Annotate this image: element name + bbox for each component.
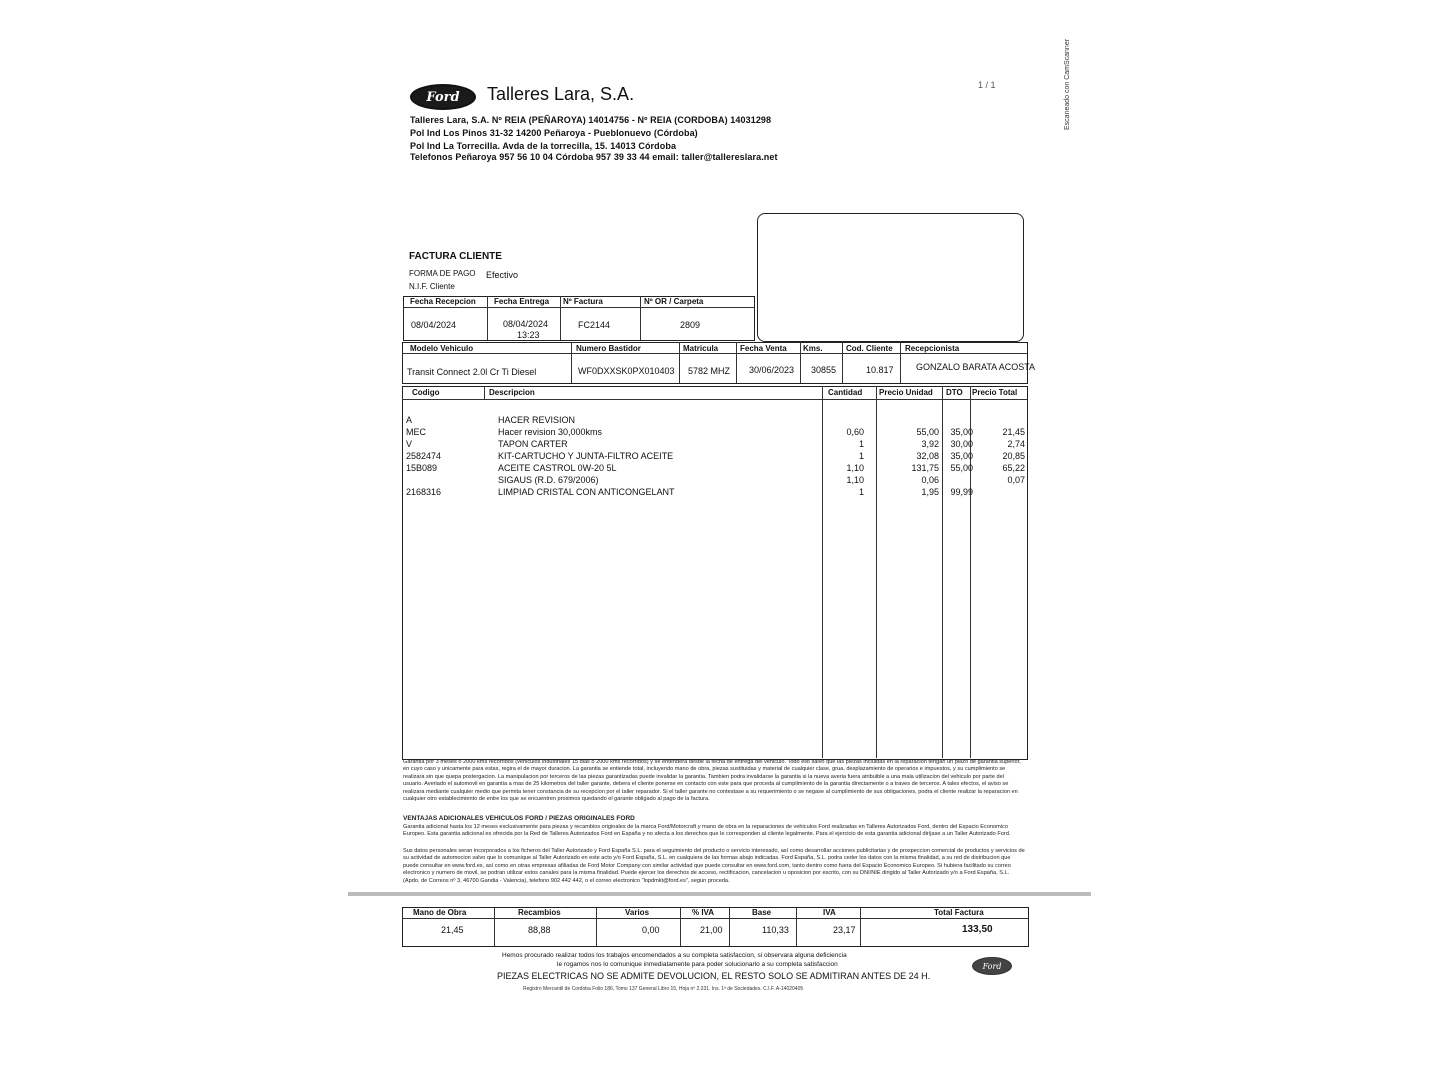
total-mano-obra: 21,45 bbox=[441, 925, 464, 935]
total-recambios: 88,88 bbox=[528, 925, 551, 935]
header-cod-cliente: Cod. Cliente bbox=[846, 344, 893, 353]
header-modelo: Modelo Vehiculo bbox=[410, 344, 474, 353]
header-matricula: Matricula bbox=[683, 344, 719, 353]
table-row: 15B089 ACEITE CASTROL 0W-20 5L 1,10 131,75 55,00 65,22 bbox=[406, 463, 1025, 473]
footer-registry: Registro Mercantil de Cordoba Folio 186, Tomo 137 General Libro 15, Hoja nº 2.331. Ins. 1ª de Sociedades. C.I.F. A-14020405 bbox=[523, 986, 804, 992]
payment-value: Efectivo bbox=[486, 270, 519, 280]
total-pct-iva: 21,00 bbox=[700, 925, 723, 935]
warranty-text: Garantia por 3 meses o 2000 kms recorridos (vehiculos industriales 15 dias o 2000 kms recorridos) y se entendera desde la fecha de entrega del vehiculo. Todo ello salvo que las piezas incluidas en la reparacion tengan un plazo de garantia superior, en cuyo caso y unicamente para estas, regira el de mayor duracion. La garantia se entiende total, incluyendo mano de obra, piezas sustituidas y material de cualquier clase, grua, desplazamiento de operarios e impuestos, y su cumplimiento se realizara sin que quepa postergacion. La manipulacion por terceros de las piezas garantizadas puede invalidar la garantia. Tambien podra invalidarse la garantia si la nueva averia fuera atribuible a una mala utilizacion del vehiculo por parte del usuario. Averiado el automovil en garantia a mas de 25 kilometros del taller garante, debera el cliente ponerse en contacto con este para que proceda al cumplimiento de la garantia directamente o a traves de terceros. A tales efectos, el aviso se realizara mediante cualquier medio que permita tener constancia de su recepcion por el taller reparador. Si el taller garante no contestase a su requerimiento o se negase al cumplimiento de sus obligaciones, podra el cliente realizar la reparacion en cualquier otro establecimiento de entre los que se encuentren proximos quedando el garante obligado al pago de la factura. bbox=[403, 759, 1021, 803]
table-row: A HACER REVISION bbox=[406, 415, 576, 425]
address-line-1: Talleres Lara, S.A. Nº REIA (PEÑAROYA) 14014756 - Nº REIA (CORDOBA) 14031298 bbox=[410, 115, 772, 125]
n-or: 2809 bbox=[680, 320, 701, 330]
vehicle-plate: 5782 MHZ bbox=[688, 366, 731, 376]
address-line-4: Telefonos Peñaroya 957 56 10 04 Córdoba 957 39 33 44 email: taller@tallereslara.net bbox=[410, 152, 778, 162]
address-line-2: Pol Ind Los Pinos 31-32 14200 Peñaroya - Pueblonuevo (Córdoba) bbox=[410, 128, 698, 138]
total-iva: 23,17 bbox=[833, 925, 856, 935]
header-iva: IVA bbox=[823, 908, 836, 917]
fecha-entrega: 08/04/2024 bbox=[503, 319, 549, 329]
vehicle-vin: WF0DXXSK0PX010403 bbox=[578, 366, 675, 376]
header-bastidor: Numero Bastidor bbox=[576, 344, 641, 353]
table-row: 2582474 KIT-CARTUCHO Y JUNTA-FILTRO ACEITE 1 32,08 35,00 20,85 bbox=[406, 451, 1025, 461]
footer-policy: PIEZAS ELECTRICAS NO SE ADMITE DEVOLUCION, EL RESTO SOLO SE ADMITIRAN ANTES DE 24 H. bbox=[497, 971, 931, 981]
header-recepcionista: Recepcionista bbox=[905, 344, 960, 353]
payment-label: FORMA DE PAGO bbox=[409, 269, 476, 278]
total-factura: 133,50 bbox=[962, 924, 993, 935]
footer-note-1: Hemos procurado realizar todos los trabajos encomendados a su completa satisfaccion, si observara alguna deficiencia bbox=[502, 952, 847, 959]
header-fecha-venta: Fecha Venta bbox=[740, 344, 787, 353]
header-fecha-recepcion: Fecha Recepcion bbox=[410, 297, 476, 306]
header-n-or: Nº OR / Carpeta bbox=[644, 297, 704, 306]
divider bbox=[348, 892, 1091, 896]
client-address-box bbox=[757, 213, 1024, 342]
page-marker: 1 / 1 bbox=[978, 80, 996, 90]
scanner-note: Escaneado con CamScanner bbox=[1064, 38, 1071, 130]
header-precio-total: Precio Total bbox=[972, 388, 1018, 397]
vehicle-kms: 30855 bbox=[811, 365, 837, 375]
header-base: Base bbox=[752, 908, 772, 917]
receptionist: GONZALO BARATA ACOSTA bbox=[916, 362, 1036, 372]
header-cantidad: Cantidad bbox=[828, 388, 863, 397]
table-row: SIGAUS (R.D. 679/2006) 1,10 0,06 0,07 bbox=[498, 475, 1025, 485]
table-row: MEC Hacer revision 30,000kms 0,60 55,00 35,00 21,45 bbox=[406, 427, 1025, 437]
total-base: 110,33 bbox=[762, 925, 789, 935]
header-n-factura: Nº Factura bbox=[563, 297, 603, 306]
hora-entrega: 13:23 bbox=[517, 330, 540, 340]
advantages-text: Garantia adicional hasta los 12 meses exclusivamente para piezas y recambios originales de la marca Ford/Motorcraft y mano de obra en la reparaciones de vehiculos Ford realizadas en Talleres Autorizados Ford, dentro del Espacio Economico Europeo. Esta garantia adicional es ofrecida por la Red de Talleres Autorizados Ford en España y no afecta a los derechos que le corresponden al cliente legalmente. Para el ejercicio de esta garantia adicional diríjase a un Taller Autorizado Ford. bbox=[403, 824, 1011, 838]
table-row: 2168316 LIMPIAD CRISTAL CON ANTICONGELANT 1 1,95 99,99 bbox=[406, 487, 973, 497]
privacy-text: Sus datos personales seran incorporados a los ficheros del Taller Autorizado y Ford España S.L. para el seguimiento del producto o servicio interesado, así como desarrollar acciones publicitarias y de prospeccion comercial de productos y servicios de su actividad de automocion salvo que lo comunique al Taller Autorizado en este acto y/o Ford España, S.L. en cualquiera de las formas abajo indicadas. Ford España, S.L. podra ceder los datos con la misma finalidad, a su red de distribucion que puede consultar en www.ford.es, así como en otras empresas afiliadas de Ford Motor Company con similar actividad que puede consultar en www.ford.com, tanto dentro como fuera del Espacio Economico Europeo. Si hubiera facilitado su correo electronico y numero de movil, se podran utilizar estos canales para la misma finalidad. Puede ejercer los derechos de acceso, rectificacion, cancelacion u oposicion por escrito, con su DNI/NIE dirigido al Taller Autorizado y/o a Ford España, S.L. (Apdo. de Correos nº 3, 46700 Gandia - Valencia), telefono 902 442 442, o el correo electronico "lopdmkt@ford.es", segun proceda. bbox=[403, 848, 1025, 884]
header-fecha-entrega: Fecha Entrega bbox=[494, 297, 550, 306]
header-mano-obra: Mano de Obra bbox=[413, 908, 467, 917]
advantages-title: VENTAJAS ADICIONALES VEHICULOS FORD / PIEZAS ORIGINALES FORD bbox=[403, 815, 635, 822]
ford-logo: Ford bbox=[410, 84, 476, 110]
header-recambios: Recambios bbox=[518, 908, 561, 917]
table-row: V TAPON CARTER 1 3,92 30,00 2,74 bbox=[406, 439, 1025, 449]
vehicle-model: Transit Connect 2.0l Cr Ti Diesel bbox=[407, 367, 537, 377]
header-codigo: Codigo bbox=[412, 388, 440, 397]
header-pct-iva: % IVA bbox=[692, 908, 715, 917]
client-code: 10.817 bbox=[866, 365, 894, 375]
company-name: Talleres Lara, S.A. bbox=[487, 84, 635, 104]
footer-note-2: le rogamos nos lo comunique inmediatamente para poder solucionarlo a su completa satisfaccion bbox=[557, 961, 838, 968]
n-factura: FC2144 bbox=[578, 320, 611, 330]
ford-logo-small: Ford bbox=[972, 957, 1012, 975]
header-precio-unidad: Precio Unidad bbox=[879, 388, 933, 397]
nif-label: N.I.F. Cliente bbox=[409, 282, 455, 291]
header-dto: DTO bbox=[946, 388, 963, 397]
header-kms: Kms. bbox=[803, 344, 823, 353]
fecha-recepcion: 08/04/2024 bbox=[411, 320, 457, 330]
header-descripcion: Descripcion bbox=[489, 388, 535, 397]
vehicle-sale-date: 30/06/2023 bbox=[749, 365, 795, 375]
total-varios: 0,00 bbox=[642, 925, 660, 935]
header-total-factura: Total Factura bbox=[934, 908, 984, 917]
header-varios: Varios bbox=[625, 908, 650, 917]
invoice-title: FACTURA CLIENTE bbox=[409, 251, 502, 262]
address-line-3: Pol Ind La Torrecilla. Avda de la torrecilla, 15. 14013 Córdoba bbox=[410, 141, 677, 151]
